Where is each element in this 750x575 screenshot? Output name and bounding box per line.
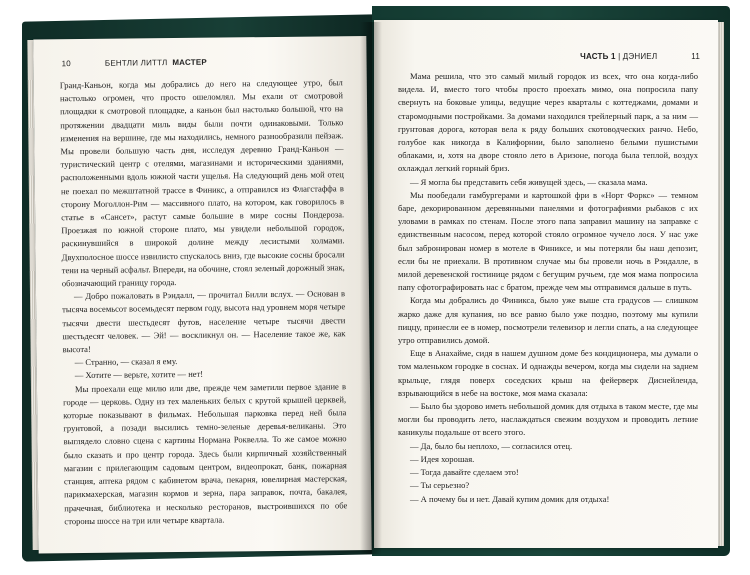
paragraph: Когда мы добрались до Финикса, было уже выше ста градусов — слишком жарко даже для купания, но все равно было уже поздно, поэтому мы купили пиццу, принесли ее в номер, посмотрели телевизор и легли спать, а на следующее утро отправились домой.	[398, 295, 698, 346]
book-title: МАСТЕР	[172, 57, 207, 68]
paragraph: — Идея хорошая.	[410, 453, 475, 464]
left-page	[33, 36, 371, 553]
right-page	[374, 20, 718, 548]
paragraph: — Ты серьезно?	[410, 480, 470, 491]
paragraph: — Я могла бы представить себя живущей здесь, — сказала мама.	[410, 176, 648, 187]
paragraph: — Было бы здорово иметь небольшой домик для отдыха в таком месте, где мы могли бы проводить лето, наслаждаться свежим воздухом и проводить летние каникулы подальше от всего этого.	[398, 401, 698, 438]
paragraph: Мы проехали еще милю или две, прежде чем заметили первое здание в городе — церковь. Одну из тех маленьких белых с крутой крышей церквей, которые показывают в фильмах. Небольшая парковка перед ней была грунтовой, а позади высились темно-зеленые деревья-великаны. Это выглядело словно сцена с картины Нормана Роквелла. То же самое можно было сказать и про центр города. Здесь были кирпичный хозяйственный магазин с прилегающим садовым центром, видеопрокат, банк, пожарная станция, аптека рядом с кабинетом врача, пекарня, ювелирная мастерская, парикмахерская, магазин кормов и зерна, пара заправок, почта, бакалея, прачечная, библиотека и несколько ресторанов, выстроившихся по обе стороны шоссе на три или четыре квартала.	[63, 380, 348, 526]
right-running-header	[398, 52, 700, 61]
paragraph: Гранд-Каньон, когда мы добрались до него на следующее утро, был настолько огромен, что просто ошеломлял. Мы ехали от смотровой площадки к смотровой площадке, а каньон был настолько большой, что на протяжении двадцати миль виды были почти одинаковыми. Только изменения на вершине, где мы находились, немного разнообразили пейзаж. Мы провели большую часть дня, исследуя деревню Гранд-Каньон — туристический центр с отелями, магазинами и историческими зданиями, расположенными вдоль южной части ущелья. На следующий день мой отец не поехал по межштатной трассе в Финикс, а отправился из Флагстаффа в сторону Моголлон-Рим — массивного плато, на котором, как говорилось в статье в «Сансет», растут самые большие в мире сосны Пондероза. Проезжая по южной стороне плато, мы увидели небольшой городок, раскинувшийся в широкой долине между лесистыми холмами. Двухполосное шоссе извилисто спускалось вниз, где высокие сосны бросали тени на черный асфальт. Впереди, на обочине, стоял зеленый дорожный знак, обозначающий границу города.	[59, 77, 345, 289]
page-number: 10	[61, 59, 71, 69]
paragraph: Мама решила, что это самый милый городок из всех, что она когда-либо видела. И, вместо того чтобы просто проехать мимо, она попросила папу свернуть на боковые улицы, ведущие через кварталы с коттеджами, домами и старомодными постройками. За домами находился трейлерный парк, а за ним — грунтовая дорога, которая вела к ряду больших скотоводческих ранчо. Небо, голубое как никогда в Калифорнии, было заполнено белыми пушистыми облаками, и, хотя на дворе стояло лето в Аризоне, погода была теплой, воздух охлаждал легкий горный бриз.	[398, 71, 698, 174]
paragraph: — А почему бы и нет. Давай купим домик для отдыха!	[410, 493, 610, 504]
paragraph: — Хотите — верьте, хотите — нет!	[74, 369, 204, 381]
left-running-header	[62, 56, 343, 68]
chapter-name: ДЭНИЕЛ	[622, 52, 658, 61]
paragraph: Еще в Анахайме, сидя в нашем душном доме без кондиционера, мы думали о том маленьком городке в соснах. И однажды вечером, когда мы сидели на заднем крыльце, глядя поверх соседских крыш на фейерверк Диснейленда, взрывающийся в небе на востоке, моя мама сказала:	[398, 348, 698, 398]
paragraph: Мы пообедали гамбургерами и картошкой фри в «Норт Форкс» — темном баре, декорированном деревянными панелями и фотографиями рыбаков с их уловами в рамках по стенам. После этого папа заправил машину на заправке с единственным насосом, перед которой стояло огромное чучело лося. У нас уже был забронирован номер в мотеле в Финиксе, и мы потеряли бы наш депозит, если бы не приехали. В противном случае мы бы провели ночь в Рэндалле, в милой деревенской гостинице рядом с бегущим ручьем, где моя мама попросила папу сфотографировать нас с братом, прежде чем мы отправимся дальше в путь.	[398, 189, 698, 293]
paragraph: — Добро пожаловать в Рэндалл, — прочитал Билли вслух. — Основан в тысяча восемьсот восемьдесят первом году, высота над уровнем моря четыре тысячи двести шестьдесят футов, население четыре тысячи двести шестьдесят человек. — Эй! — воскликнул он. — Население такое же, как высота!	[62, 288, 346, 355]
paragraph: — Да, было бы неплохо, — согласился отец.	[410, 440, 573, 451]
page-number: 11	[691, 52, 700, 61]
part-separator: |	[618, 52, 621, 61]
paragraph: — Тогда давайте сделаем это!	[410, 467, 519, 478]
part-label: ЧАСТЬ 1	[580, 52, 616, 61]
left-page-body	[60, 76, 348, 528]
paragraph: — Странно, — сказал я ему.	[74, 356, 178, 368]
right-page-body	[398, 70, 698, 506]
author-name: БЕНТЛИ ЛИТТЛ	[104, 58, 168, 68]
book-spine-shadow	[360, 22, 382, 554]
